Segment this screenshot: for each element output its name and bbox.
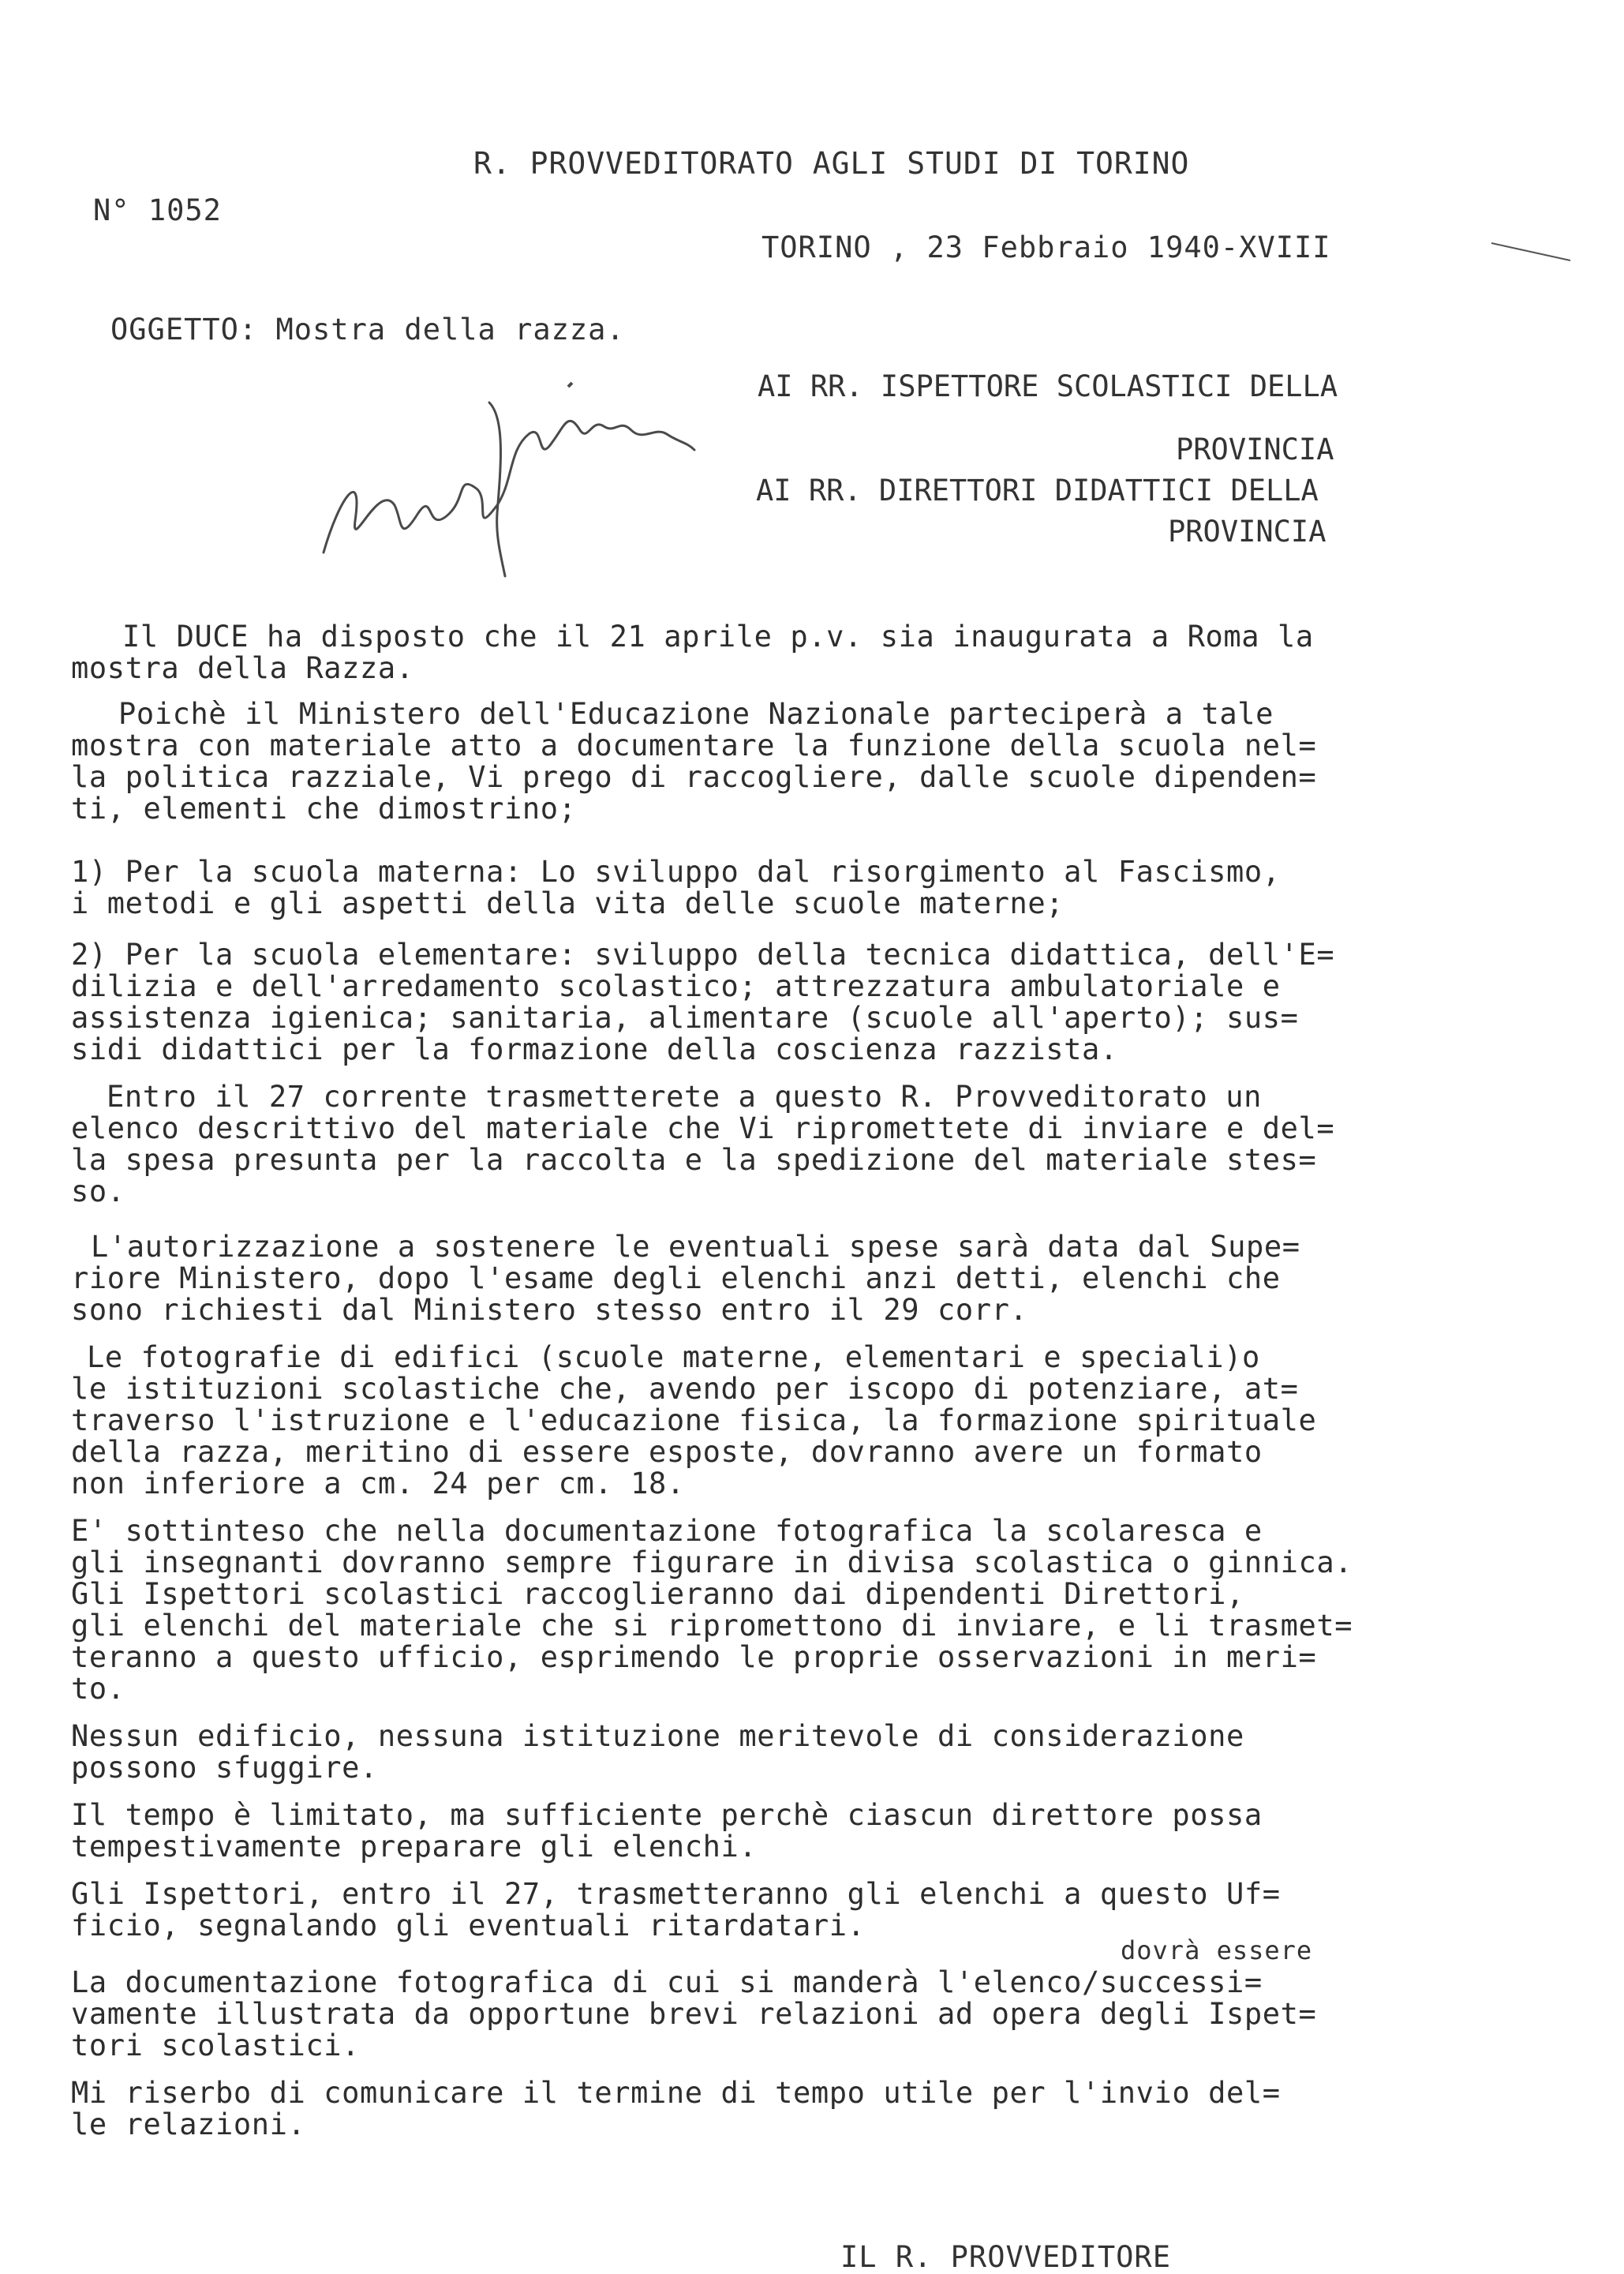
body-line: assistenza igienica; sanitaria, alimentare (scuole all'aperto); sus=	[71, 1001, 1299, 1035]
body-line: tempestivamente preparare gli elenchi.	[71, 1830, 758, 1864]
body-line: mostra con materiale atto a documentare la funzione della scuola nel=	[71, 729, 1317, 762]
body-line: L'autorizzazione a sostenere le eventuali spese sarà data dal Supe=	[91, 1230, 1300, 1264]
body-line: la spesa presunta per la raccolta e la spedizione del materiale stes=	[71, 1143, 1317, 1177]
body-line: possono sfuggire.	[71, 1751, 378, 1785]
body-line: ti, elementi che dimostrino;	[71, 792, 577, 826]
body-line: Gli Ispettori, entro il 27, trasmetteranno gli elenchi a questo Uf=	[71, 1877, 1281, 1911]
body-line: sidi didattici per la formazione della coscienza razzista.	[71, 1032, 1118, 1066]
body-line: i metodi e gli aspetti della vita delle scuole materne;	[71, 886, 1065, 920]
body-line: La documentazione fotografica di cui si manderà l'elenco/successi=	[71, 1965, 1263, 1999]
body-line: to.	[71, 1672, 125, 1706]
body-line: Il tempo è limitato, ma sufficiente perchè ciascun direttore possa	[71, 1798, 1263, 1832]
body-line: ficio, segnalando gli eventuali ritardatari.	[71, 1909, 866, 1942]
body-line: traverso l'istruzione e l'educazione fisica, la formazione spirituale	[71, 1403, 1317, 1437]
body-line: so.	[71, 1174, 125, 1208]
office-header: R. PROVVEDITORATO AGLI STUDI DI TORINO	[473, 146, 1190, 181]
body-line: mostra della Razza.	[71, 651, 414, 685]
body-line: sono richiesti dal Ministero stesso entro il 29 corr.	[71, 1293, 1028, 1327]
body-line: Gli Ispettori scolastici raccoglieranno dai dipendenti Direttori,	[71, 1577, 1244, 1611]
subject-line: OGGETTO: Mostra della razza.	[110, 313, 625, 347]
body-line: Poichè il Ministero dell'Educazione Nazionale parteciperà a tale	[118, 697, 1274, 731]
body-line: gli elenchi del materiale che si ripromettono di inviare, e li trasmet=	[71, 1609, 1353, 1643]
recipient-province-2: PROVINCIA	[1168, 515, 1327, 549]
recipient-directors: AI RR. DIRETTORI DIDATTICI DELLA	[756, 474, 1319, 508]
closing-signatory: IL R. PROVVEDITORE	[840, 2240, 1171, 2274]
body-line: vamente illustrata da opportune brevi relazioni ad opera degli Ispet=	[71, 1997, 1317, 2031]
body-line: le istituzioni scolastiche che, avendo per iscopo di potenziare, at=	[71, 1372, 1299, 1406]
protocol-number: N° 1052	[93, 193, 222, 227]
place-date: TORINO , 23 Febbraio 1940-XVIII	[761, 230, 1331, 264]
body-line: tori scolastici.	[71, 2029, 361, 2062]
body-line: la politica razziale, Vi prego di raccogliere, dalle scuole dipenden=	[71, 760, 1317, 794]
body-line: della razza, meritino di essere esposte, dovranno avere un formato	[71, 1435, 1263, 1469]
body-line: riore Ministero, dopo l'esame degli elenchi anzi detti, elenchi che	[71, 1261, 1281, 1295]
body-line: Le fotografie di edifici (scuole materne, elementari e speciali)o	[87, 1340, 1260, 1374]
margin-mark	[1484, 237, 1578, 268]
body-line: Nessun edificio, nessuna istituzione meritevole di considerazione	[71, 1719, 1244, 1753]
body-line: le relazioni.	[71, 2107, 306, 2141]
body-line: dilizia e dell'arredamento scolastico; attrezzatura ambulatoriale e	[71, 969, 1281, 1003]
body-line: Mi riserbo di comunicare il termine di tempo utile per l'invio del=	[71, 2076, 1281, 2110]
recipient-inspectors: AI RR. ISPETTORE SCOLASTICI DELLA	[758, 369, 1338, 403]
body-line: E' sottinteso che nella documentazione fotografica la scolaresca e	[71, 1514, 1263, 1548]
body-line: teranno a questo ufficio, esprimendo le proprie osservazioni in meri=	[71, 1640, 1317, 1674]
body-line: gli insegnanti dovranno sempre figurare in divisa scolastica o ginnica.	[71, 1545, 1353, 1579]
body-line: non inferiore a cm. 24 per cm. 18.	[71, 1467, 685, 1500]
handwritten-insertion: dovrà essere	[1121, 1935, 1313, 1965]
body-line: Entro il 27 corrente trasmetterete a questo R. Provveditorato un	[107, 1080, 1263, 1114]
body-line: elenco descrittivo del materiale che Vi ripromettete di inviare e del=	[71, 1111, 1335, 1145]
body-line: 2) Per la scuola elementare: sviluppo della tecnica didattica, dell'E=	[71, 938, 1335, 972]
recipient-province-1: PROVINCIA	[1176, 433, 1334, 466]
body-line: 1) Per la scuola materna: Lo sviluppo dal risorgimento al Fascismo,	[71, 855, 1281, 889]
body-line: Il DUCE ha disposto che il 21 aprile p.v. sia inaugurata a Roma la	[122, 620, 1314, 654]
